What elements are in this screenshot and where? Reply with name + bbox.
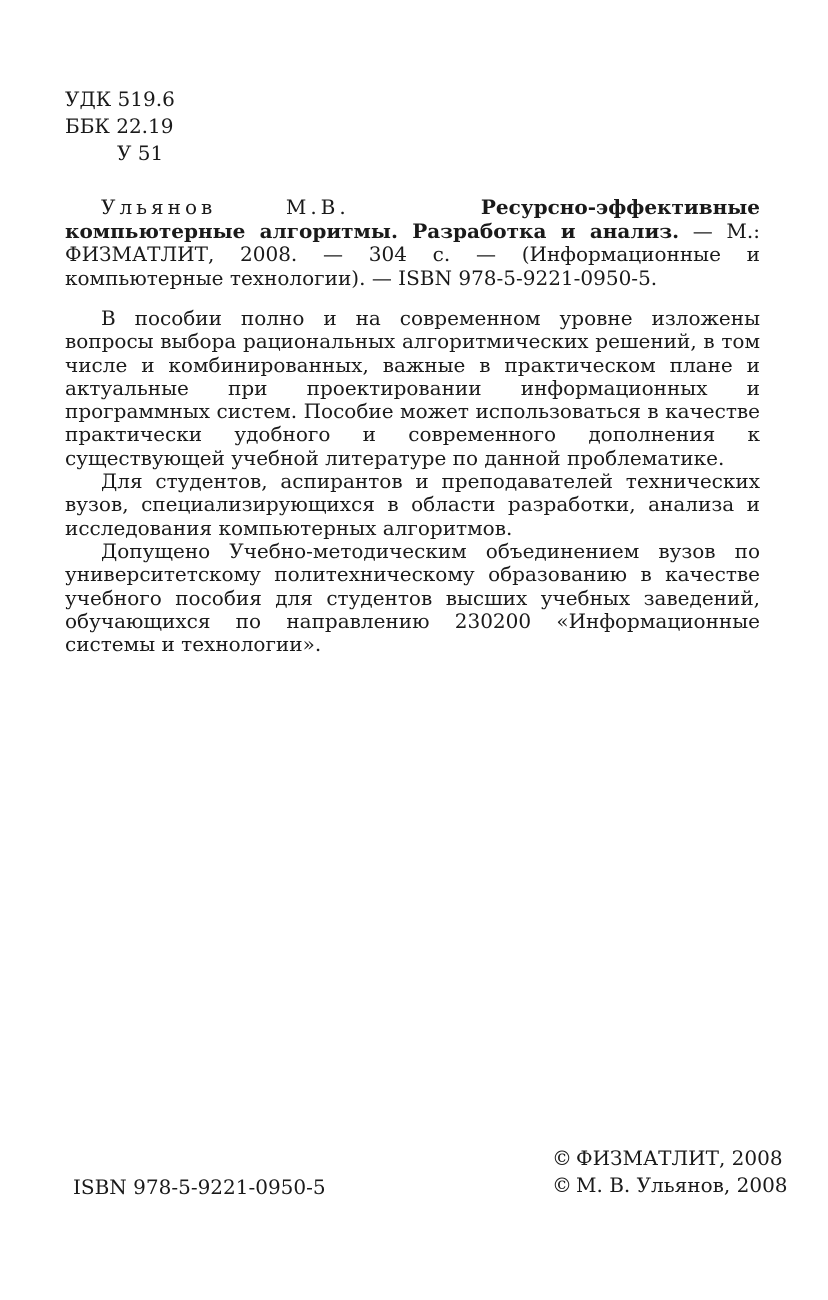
author-mark: У 51	[117, 141, 164, 165]
copyright-publisher-line	[552, 1145, 788, 1172]
abstract	[65, 307, 760, 656]
copyright-block	[552, 1145, 788, 1199]
audience-paragraph: Для студентов, аспирантов и преподавателей технических вузов, специализирующихся в области разработки, анализа и исследования компьютерных алгоритмов.	[65, 469, 760, 540]
bibliographic-record	[65, 196, 760, 290]
footer-isbn: ISBN 978-5-9221-0950-5	[73, 1175, 326, 1199]
classification-codes	[65, 86, 175, 167]
abstract-paragraph: В пособии полно и на современном уровне изложены вопросы выбора рациональных алгоритмических решений, в том числе и комбинированных, важные в практическом плане и актуальные при проектировании информационных и программных систем. Пособие может использоваться в качестве практически удобного и современного дополнения к существующей учебной литературе по данной проблематике.	[65, 306, 760, 470]
biblio-details: — М.: ФИЗМАТЛИТ, 2008. — 304 с. — (Информационные и компьютерные технологии). — ISBN 978-5-9221-0950-5.	[65, 218, 760, 290]
udk-code: УДК 519.6	[65, 87, 175, 111]
bbk-code: ББК 22.19	[65, 114, 174, 138]
copyright-icon: ©	[552, 1173, 572, 1197]
copyright-publisher: ФИЗМАТЛИТ, 2008	[576, 1146, 783, 1170]
copyright-author-line	[552, 1172, 788, 1199]
biblio-author: Ульянов М.В.	[101, 195, 350, 219]
copyright-icon: ©	[552, 1146, 572, 1170]
biblio-title: Ресурсно-эффективные компьютерные алгоритмы. Разработка и анализ.	[65, 195, 761, 243]
approval-paragraph: Допущено Учебно-методическим объединением вузов по университетскому политехническому образованию в качестве учебного пособия для студентов высших учебных заведений, обучающихся по направлению 230200 «Информационные системы и технологии».	[65, 538, 760, 657]
copyright-author: М. В. Ульянов, 2008	[576, 1173, 788, 1197]
